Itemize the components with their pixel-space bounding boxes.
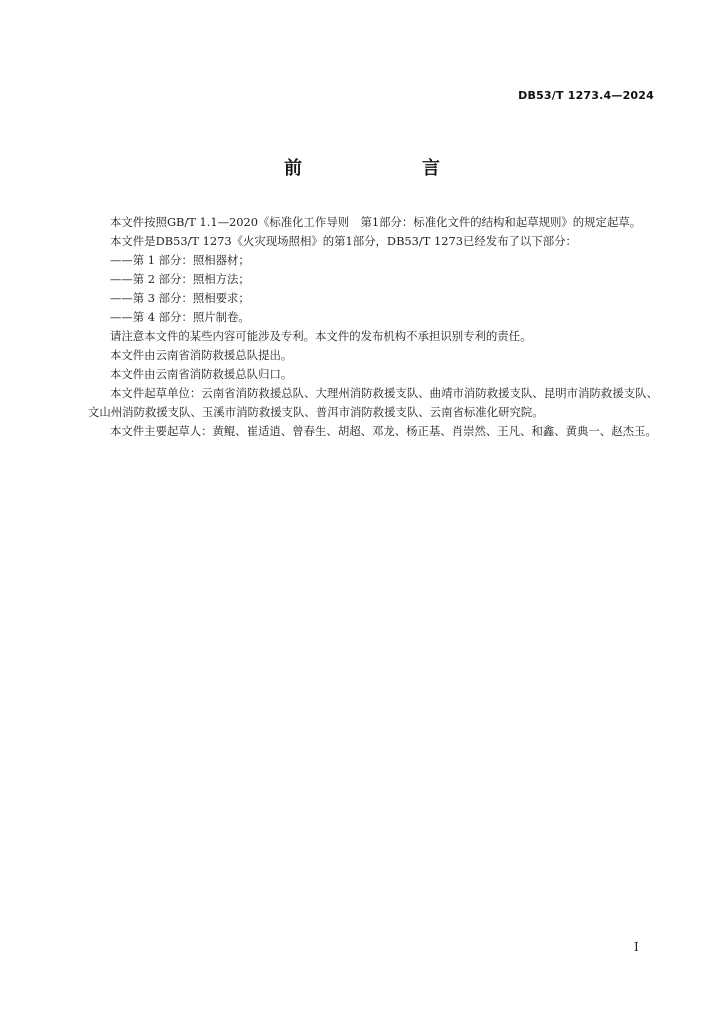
paragraph-proposed-by: 本文件由云南省消防救援总队提出。	[110, 348, 293, 362]
paragraph-drafting-rules: 本文件按照GB/T 1.1—2020《标准化工作导则 第1部分：标准化文件的结构和起草规则》的规定起草。	[110, 215, 642, 229]
list-item-part-1: ——第 1 部分：照相器材；	[110, 253, 250, 267]
page-number: I	[634, 940, 639, 954]
list-item-part-2: ——第 2 部分：照相方法；	[110, 272, 250, 286]
paragraph-series-intro: 本文件是DB53/T 1273《火灾现场照相》的第1部分，DB53/T 1273已经发布了以下部分：	[110, 234, 577, 248]
document-code: DB53/T 1273.4—2024	[518, 89, 654, 102]
list-item-part-4: ——第 4 部分：照片制卷。	[110, 310, 250, 324]
paragraph-centralized-by: 本文件由云南省消防救援总队归口。	[110, 367, 293, 381]
paragraph-drafting-units: 本文件起草单位：云南省消防救援总队、大理州消防救援支队、曲靖市消防救援支队、昆明市消防救援支队、文山州消防救援支队、玉溪市消防救援支队、普洱市消防救援支队、云南省标准化研究院。	[88, 386, 658, 419]
page-title: 前 言	[284, 158, 468, 179]
foreword-body	[88, 213, 658, 441]
paragraph-drafters: 本文件主要起草人：黄鲲、崔适逍、曾春生、胡超、邓龙、杨正基、肖崇然、王凡、和鑫、黄典一、赵杰玉。	[110, 424, 657, 438]
paragraph-patent-notice: 请注意本文件的某些内容可能涉及专利。本文件的发布机构不承担识别专利的责任。	[110, 329, 532, 343]
list-item-part-3: ——第 3 部分：照相要求；	[110, 291, 250, 305]
